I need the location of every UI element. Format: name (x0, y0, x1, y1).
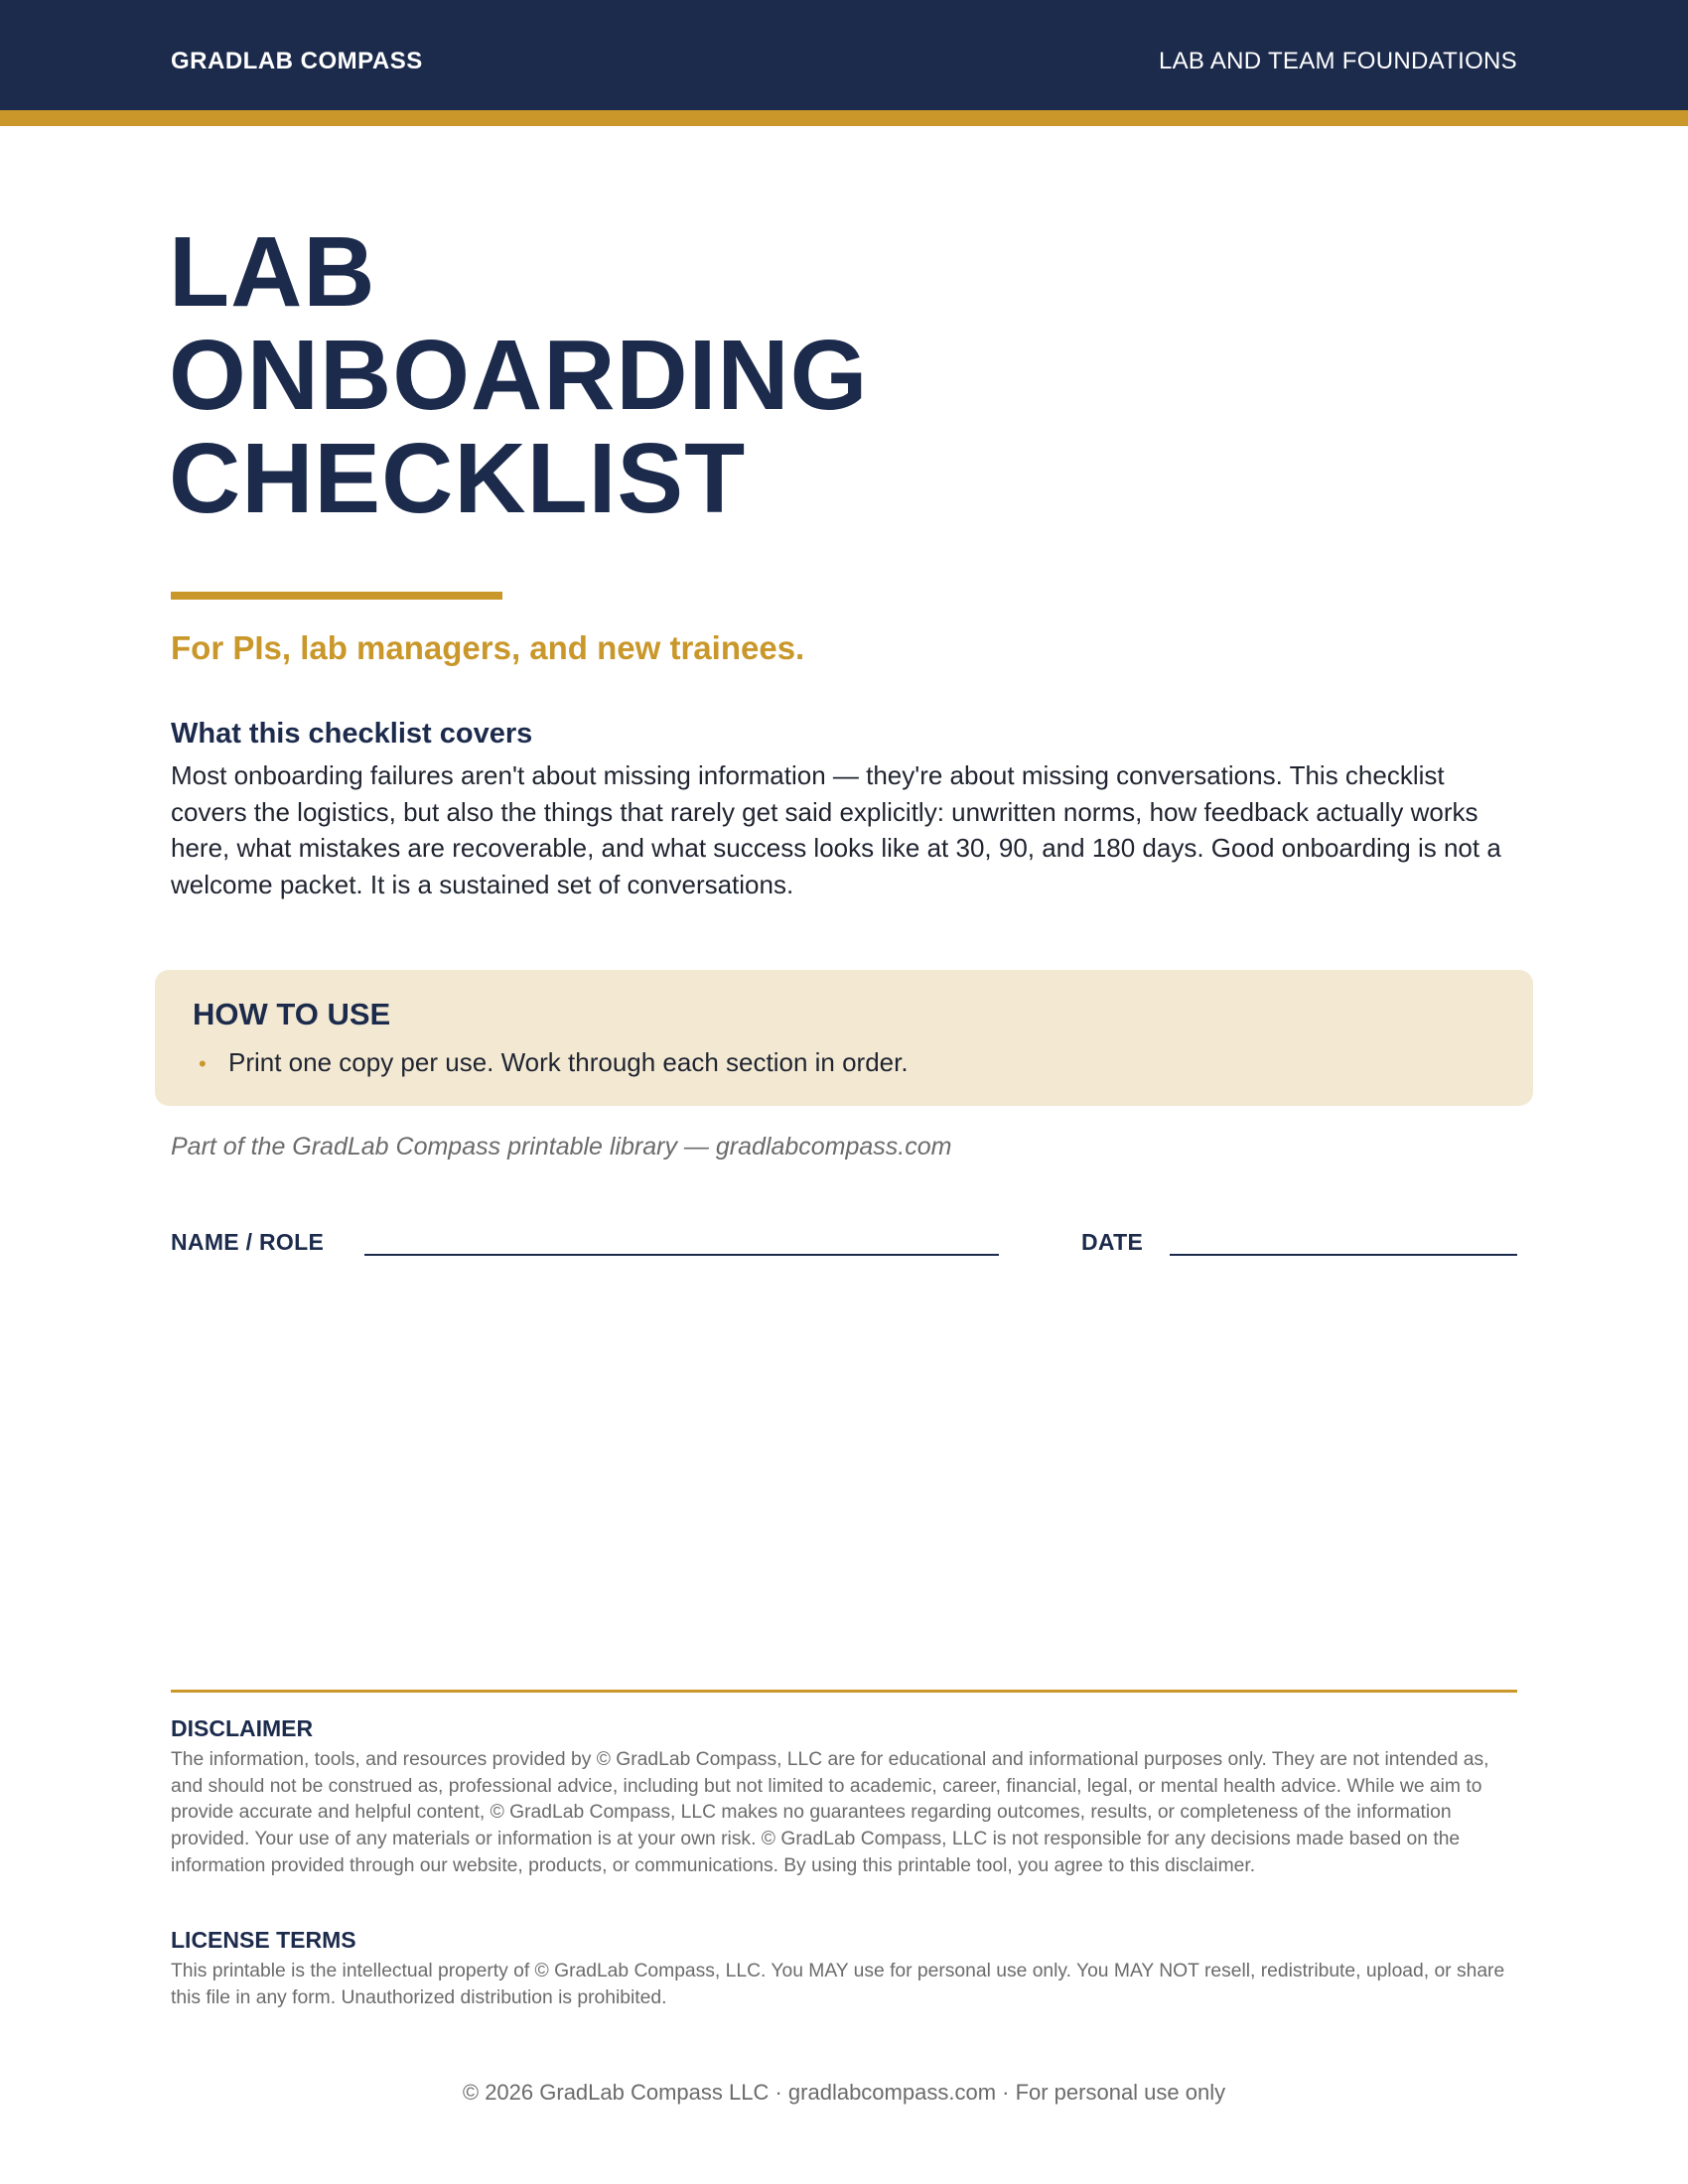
header-bar (0, 0, 1688, 110)
date-field[interactable] (1170, 1254, 1517, 1256)
page-title (169, 216, 1062, 534)
footer-divider (171, 1690, 1517, 1693)
page-footer: © 2026 GradLab Compass LLC · gradlabcompass.com · For personal use only (462, 2080, 1226, 2105)
section-label: LAB AND TEAM FOUNDATIONS (1158, 48, 1517, 74)
header-accent-stripe (0, 110, 1688, 126)
disclaimer-heading: DISCLAIMER (171, 1715, 314, 1741)
covers-heading: What this checklist covers (171, 718, 533, 750)
name-role-label: NAME / ROLE (171, 1229, 325, 1255)
subtitle-audience: For PIs, lab managers, and new trainees. (171, 629, 805, 666)
how-to-use-panel (155, 970, 1533, 1106)
license-body: This printable is the intellectual property of © GradLab Compass, LLC. You MAY use for personal use only. You MAY NOT resell, redistribute, upload, or share this file in any form. Unauthorized distribution is prohibited. (171, 1961, 1505, 2008)
brand-name: GRADLAB COMPASS (171, 48, 423, 74)
title-underline-divider (171, 592, 502, 600)
bullet-icon: • (199, 1051, 207, 1076)
page-title-line-1: LAB (169, 216, 376, 328)
how-to-use-heading: HOW TO USE (193, 997, 391, 1031)
library-note: Part of the GradLab Compass printable library — gradlabcompass.com (171, 1133, 952, 1160)
license-heading: LICENSE TERMS (171, 1927, 356, 1953)
date-label: DATE (1081, 1229, 1144, 1255)
how-to-use-item (199, 1047, 909, 1078)
page-title-line-3: CHECKLIST (169, 423, 747, 534)
covers-body: Most onboarding failures aren't about missing information — they're about missing conversations. This checklist covers the logistics, but also the things that rarely get said explicitly: unwritten norms, how feedback actually works here, what mistakes are recoverable, and what success looks like at 30, 90, and 180 days. Good onboarding is not a welcome packet. It is a sustained set of conversations. (171, 760, 1501, 899)
how-to-use-item-text: Print one copy per use. Work through each section in order. (228, 1047, 909, 1077)
page-title-line-2: ONBOARDING (169, 320, 869, 431)
disclaimer-body: The information, tools, and resources provided by © GradLab Compass, LLC are for educational and informational purposes only. They are not intended as, and should not be construed as, professional advice, including but not limited to academic, career, financial, legal, or mental health advice. While we aim to provide accurate and helpful content, © GradLab Compass, LLC makes no guarantees regarding outcomes, results, or completeness of the information provided. Your use of any materials or information is at your own risk. © GradLab Compass, LLC is not responsible for any decisions made based on the information provided through our website, products, or communications. By using this printable tool, you agree to this disclaimer. (171, 1749, 1489, 1876)
name-role-field[interactable] (364, 1254, 999, 1256)
